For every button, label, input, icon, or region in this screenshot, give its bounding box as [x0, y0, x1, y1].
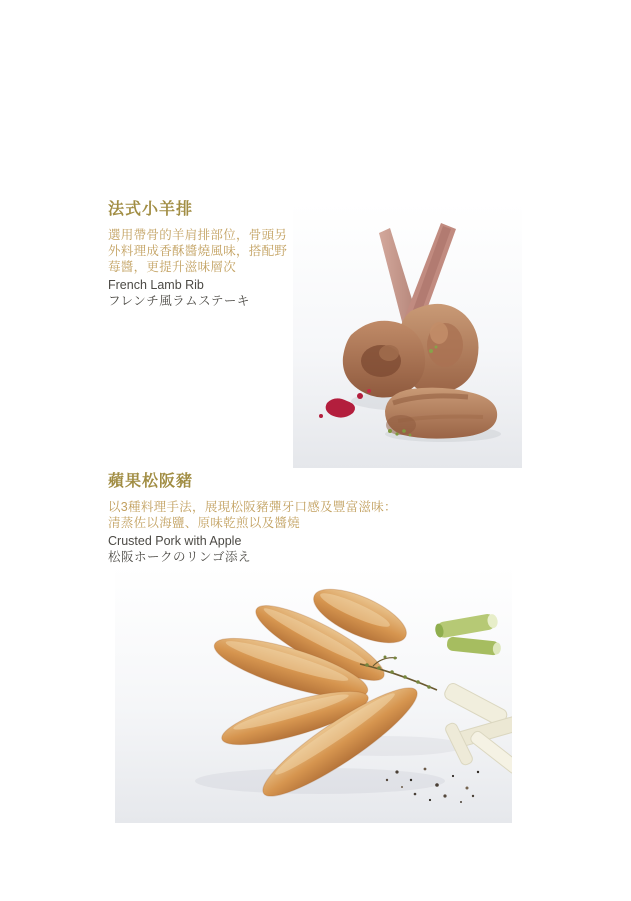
lamb-desc-line-3: 莓醬，更提升滋味層次: [108, 260, 237, 274]
pork-text-block: [108, 468, 397, 565]
lamb-desc-line-1: 選用帶骨的羊肩排部位，骨頭另: [108, 228, 288, 242]
lamb-name-en: French Lamb Rib: [108, 278, 204, 292]
pork-title-zh: 蘋果松阪豬: [108, 473, 194, 490]
pork-name-ja: 松阪ホークのリンゴ添え: [108, 550, 252, 564]
pork-desc-line-1: 以3種料理手法，展現松阪豬彈牙口感及豐富滋味：: [108, 500, 397, 514]
pork-desc-line-2: 清蒸佐以海鹽、原味乾煎以及醬燒: [108, 516, 301, 530]
lamb-title-zh: 法式小羊排: [108, 201, 194, 218]
lamb-rib-photo: [293, 203, 522, 468]
pork-name-en: Crusted Pork with Apple: [108, 534, 242, 548]
pork-illustration: [115, 566, 512, 823]
lamb-text-block: [108, 196, 287, 309]
pork-photo: [115, 566, 512, 823]
lamb-rib-illustration: [293, 203, 522, 468]
lamb-name-ja: フレンチ風ラムステーキ: [108, 294, 250, 308]
lamb-desc-line-2: 外料理成香酥醬燒風味，搭配野: [108, 244, 288, 258]
